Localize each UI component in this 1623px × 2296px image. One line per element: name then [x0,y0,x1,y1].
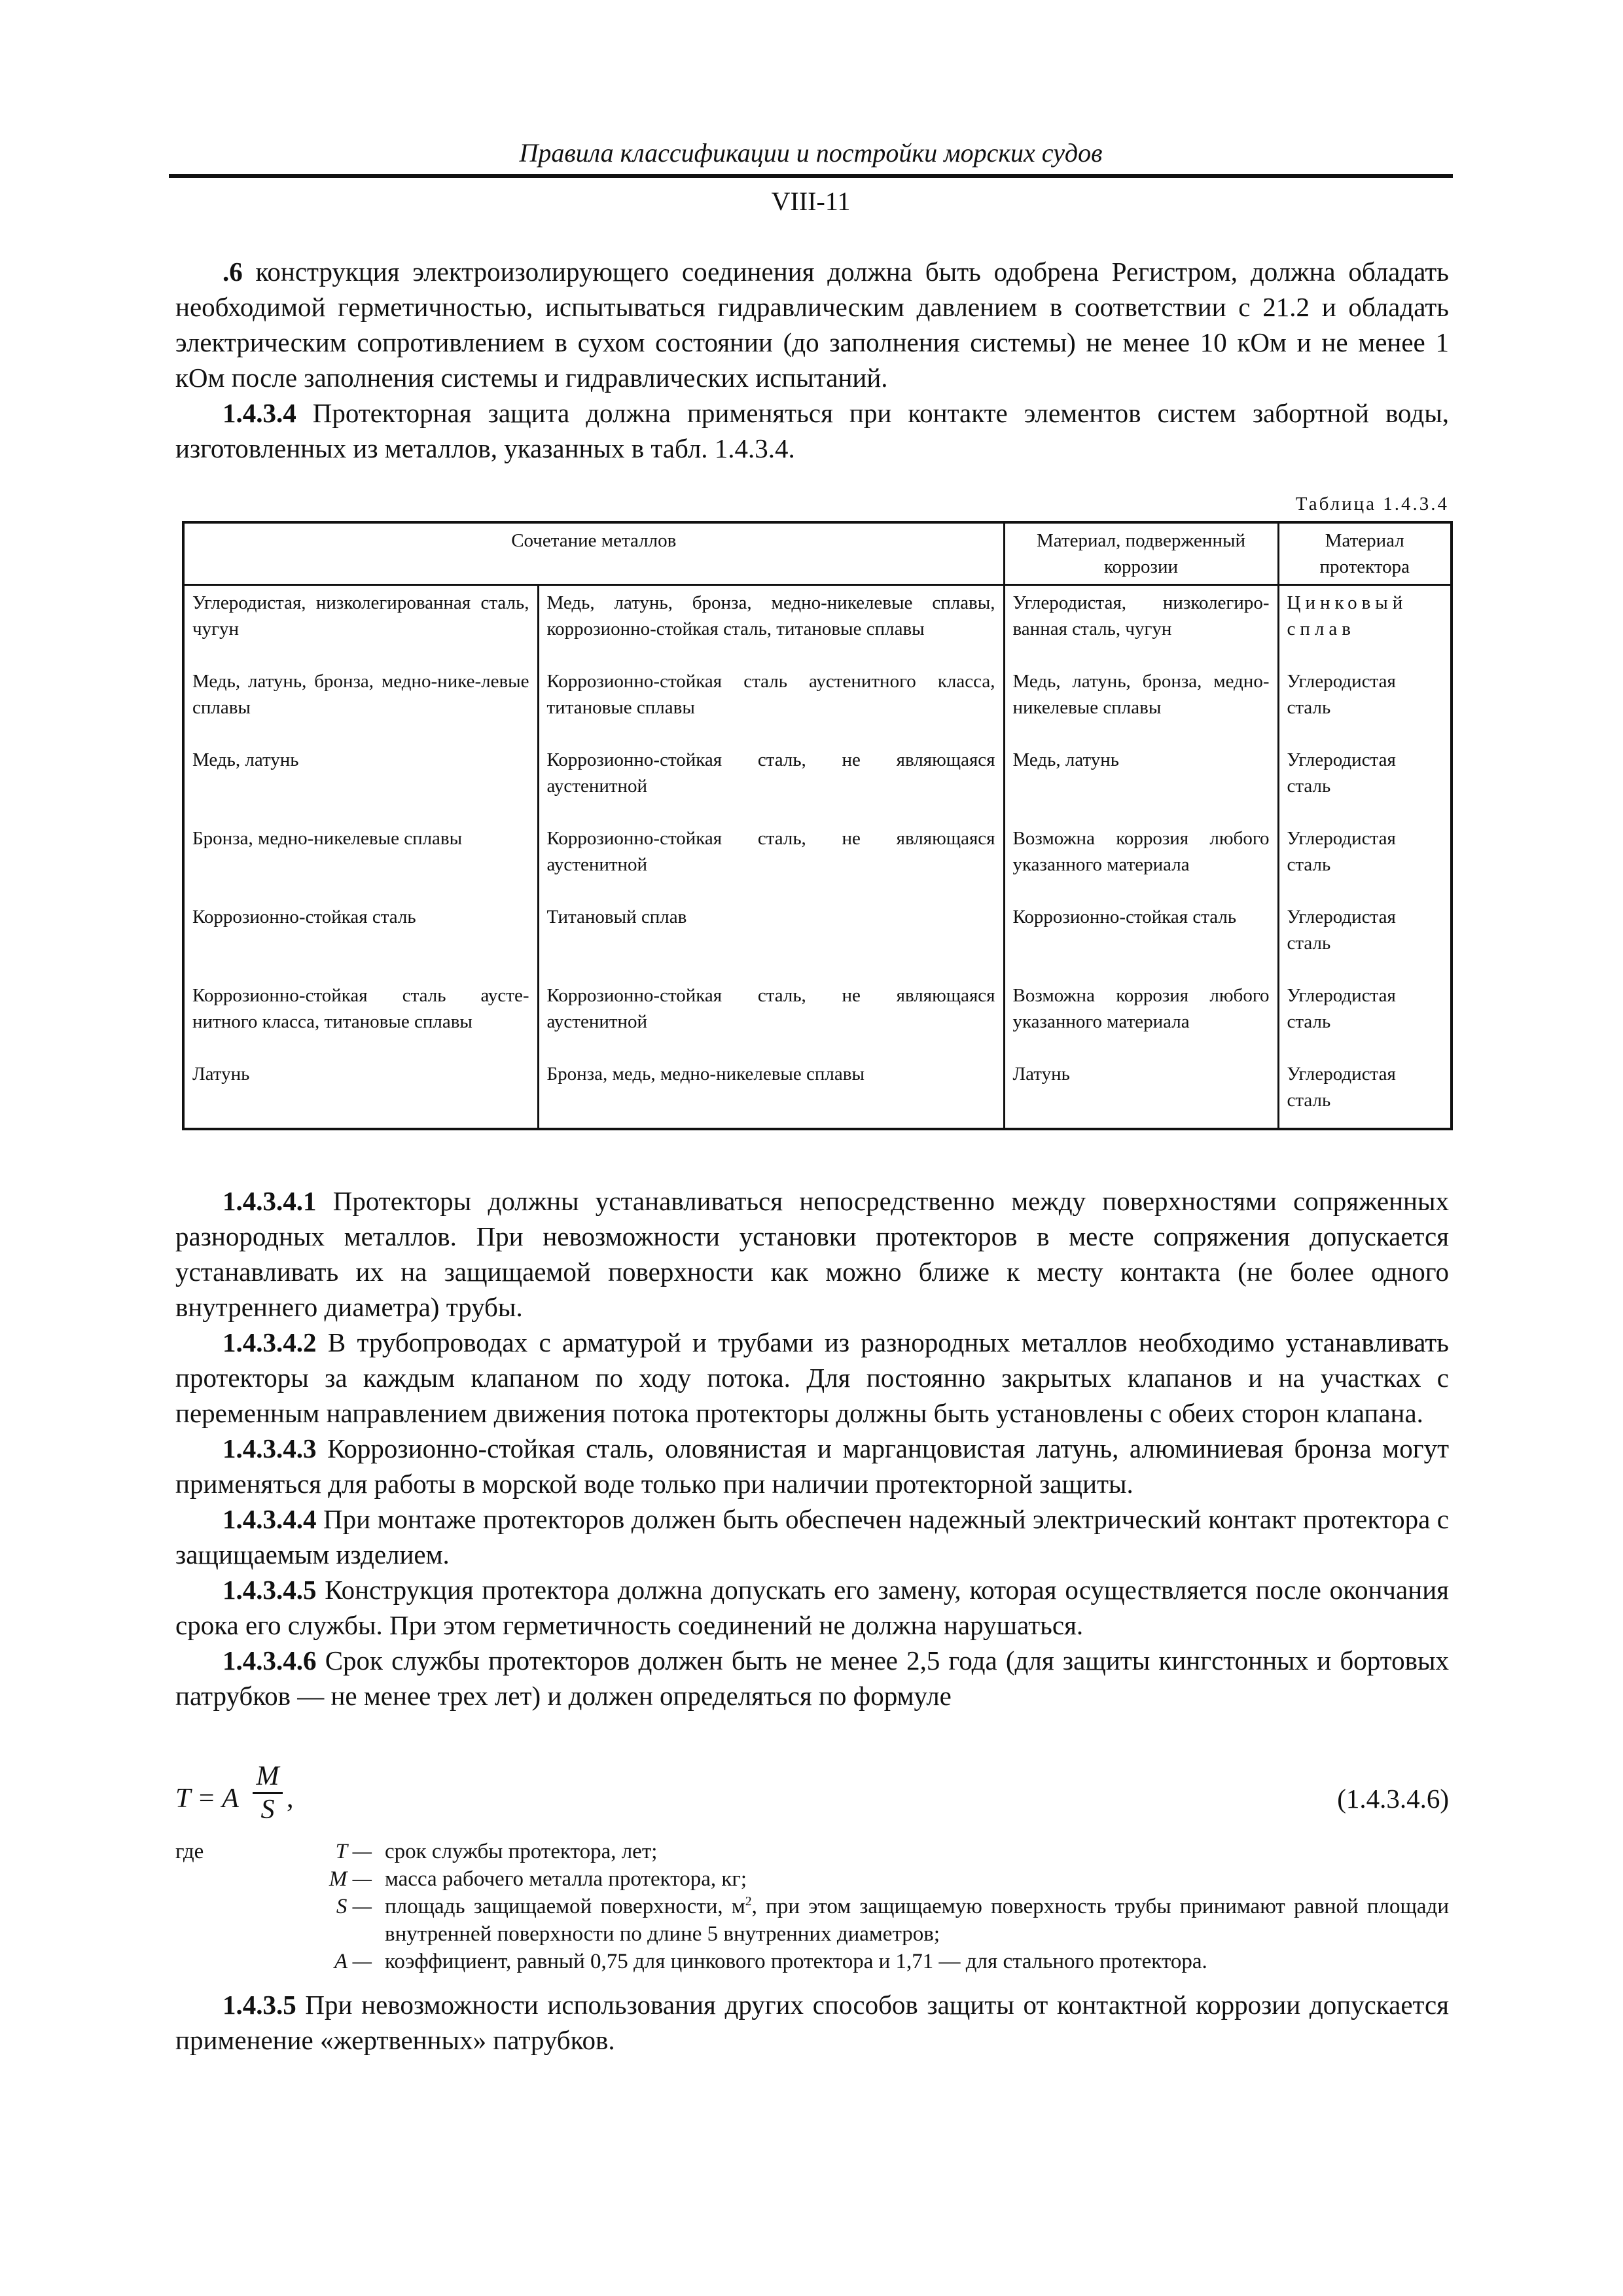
table-row [183,743,1452,821]
paragraph-1-4-3-4-2 [175,1325,1449,1431]
cell-corroding: Возможна коррозия любого указанного материала [1004,978,1278,1057]
cell-metal-a: Углеродистая, низколегированная сталь, чугун [183,585,538,665]
paragraph-text: При невозможности использования других способов защиты от контактной коррозии допускается применение «жертвенных» патрубков. [175,1990,1449,2055]
service-life-formula [175,1761,1449,1833]
cell-protector: Углеродистая сталь [1278,900,1452,978]
cell-corroding: Латунь [1004,1057,1278,1129]
cell-protector: Цинковый сплав [1278,585,1452,665]
paragraph-1-4-3-4-4 [175,1501,1449,1572]
paragraph-text: Протекторы должны устанавливаться непосредственно между поверхностями сопряженных разнородных металлов. При невозможности установки протекторов в месте сопряжения допускается устанавливать их на защищаемой поверхности как можно ближе к месту контакта (не более одного внутреннего диаметра) трубы. [175,1186,1449,1322]
table-row [183,1057,1452,1129]
cell-metal-b: Коррозионно-стойкая сталь, не являющаяся аустенитной [538,978,1004,1057]
cell-metal-b: Коррозионно-стойкая сталь аустенитного класса, титановые сплавы [538,664,1004,743]
cell-corroding: Углеродистая, низколегиро-ванная сталь, чугун [1004,585,1278,665]
cell-corroding: Медь, латунь [1004,743,1278,821]
paragraph-text: Конструкция протектора должна допускать его замену, которая осуществляется после окончания срока его службы. При этом герметичность соединений не должна нарушаться. [175,1575,1449,1640]
header-rule [169,174,1453,178]
cell-protector: Углеродистая сталь [1278,1057,1452,1129]
paragraph-1-4-3-4 [175,395,1449,466]
table-caption: Таблица 1.4.3.4 [1295,493,1449,514]
header-protector-material: Материал протектора [1278,522,1452,585]
text-block-final [175,1987,1449,2058]
running-title: Правила классификации и постройки морских судов [519,138,1103,168]
paragraph-1-4-3-4-3 [175,1431,1449,1501]
superscript-two: 2 [745,1894,752,1909]
cell-corroding: Медь, латунь, бронза, медно-никелевые сплавы [1004,664,1278,743]
page-number: VIII-11 [771,187,851,216]
paragraph-text: При монтаже протекторов должен быть обеспечен надежный электрический контакт протектора с защищаемым изделием. [175,1504,1449,1570]
header-combination: Сочетание металлов [183,522,1004,585]
equation-number: (1.4.3.4.6) [1337,1784,1449,1814]
cell-protector: Углеродистая сталь [1278,743,1452,821]
table-header-row [183,522,1452,585]
cell-metal-a: Коррозионно-стойкая сталь [183,900,538,978]
formula-denominator: S [260,1795,275,1825]
section-number: 1.4.3.4.2 [223,1327,317,1357]
section-number: 1.4.3.5 [223,1990,296,2020]
table-row [183,978,1452,1057]
legend-description: срок службы протектора, лет; [385,1840,658,1863]
legend-description-part: , при этом защищаемую поверхность трубы принимают равной площади внутренней поверхности по длине 5 внутренних диаметров; [385,1895,1449,1946]
cell-corroding: Возможна коррозия любого указанного материала [1004,821,1278,900]
paragraph-text: Срок службы протекторов должен быть не менее 2,5 года (для защиты кингстонных и бортовых патрубков — не менее трех лет) и должен определяться по формуле [175,1645,1449,1711]
paragraph-item-6 [175,254,1449,395]
header-corroding-material: Материал, подверженный коррозии [1004,522,1278,585]
cell-corroding: Коррозионно-стойкая сталь [1004,900,1278,978]
cell-metal-b: Коррозионно-стойкая сталь, не являющаяся аустенитной [538,743,1004,821]
legend-description-part: площадь защищаемой поверхности, м [385,1895,745,1918]
paragraph-text: конструкция электроизолирующего соединения должна быть одобрена Регистром, должна обладать необходимой герметичностью, испытываться гидравлическим давлением в соответствии с 21.2 и обладать электрическим сопротивлением в сухом состоянии (до заполнения системы) не менее 10 кОм и не менее 1 кОм после заполнения системы и гидравлических испытаний. [175,257,1449,393]
section-number: 1.4.3.4 [223,398,296,428]
item-number: .6 [223,257,243,287]
legend-symbol: M — [329,1867,372,1891]
section-number: 1.4.3.4.3 [223,1433,317,1463]
metals-table [182,521,1453,1130]
table-row [183,821,1452,900]
section-number: 1.4.3.4.1 [223,1186,317,1216]
cell-metal-a: Медь, латунь [183,743,538,821]
cell-metal-b: Бронза, медь, медно-никелевые сплавы [538,1057,1004,1129]
text-block-bottom [175,1183,1449,1713]
cell-metal-a: Медь, латунь, бронза, медно-нике-левые сплавы [183,664,538,743]
cell-metal-a: Латунь [183,1057,538,1129]
legend-description: коэффициент, равный 0,75 для цинкового протектора и 1,71 — для стального протектора. [385,1950,1207,1973]
paragraph-1-4-3-5 [175,1987,1449,2058]
cell-protector: Углеродистая сталь [1278,978,1452,1057]
formula-comma: , [287,1784,294,1814]
text-block-top [175,254,1449,466]
section-number: 1.4.3.4.4 [223,1504,317,1534]
cell-metal-b: Медь, латунь, бронза, медно-никелевые сплавы, коррозионно-стойкая сталь, титановые сплавы [538,585,1004,665]
legend-description [385,1893,1449,1948]
formula-fraction [253,1761,283,1825]
paragraph-1-4-3-4-1 [175,1183,1449,1325]
legend-description: масса рабочего металла протектора, кг; [385,1867,747,1891]
paragraph-1-4-3-4-5 [175,1572,1449,1643]
section-number: 1.4.3.4.5 [223,1575,317,1605]
cell-protector: Углеродистая сталь [1278,821,1452,900]
section-number: 1.4.3.4.6 [223,1645,317,1676]
cell-metal-a: Бронза, медно-никелевые сплавы [183,821,538,900]
table-row [183,900,1452,978]
paragraph-text: Коррозионно-стойкая сталь, оловянистая и марганцовистая латунь, алюминиевая бронза могут применяться для работы в морской воде только при наличии протекторной защиты. [175,1433,1449,1499]
legend-symbol: S — [336,1895,372,1918]
formula-numerator: M [253,1761,283,1794]
table-row [183,585,1452,665]
cell-metal-a: Коррозионно-стойкая сталь аусте-нитного класса, титановые сплавы [183,978,538,1057]
cell-protector: Углеродистая сталь [1278,664,1452,743]
formula-lhs: T = A [175,1784,239,1814]
legend-where: где [175,1840,204,1863]
cell-metal-b: Коррозионно-стойкая сталь, не являющаяся аустенитной [538,821,1004,900]
paragraph-text: В трубопроводах с арматурой и трубами из разнородных металлов необходимо устанавливать протекторы за каждым клапаном по ходу потока. Для постоянно закрытых клапанов и на участках с переменным направлением движения потока протекторы должны быть установлены с обеих сторон клапана. [175,1327,1449,1428]
paragraph-text: Протекторная защита должна применяться при контакте элементов систем забортной воды, изготовленных из металлов, указанных в табл. 1.4.3.4. [175,398,1449,463]
cell-metal-b: Титановый сплав [538,900,1004,978]
legend-symbol: T — [335,1840,372,1863]
legend-symbol: A — [334,1950,372,1973]
paragraph-1-4-3-4-6 [175,1643,1449,1713]
table-row [183,664,1452,743]
